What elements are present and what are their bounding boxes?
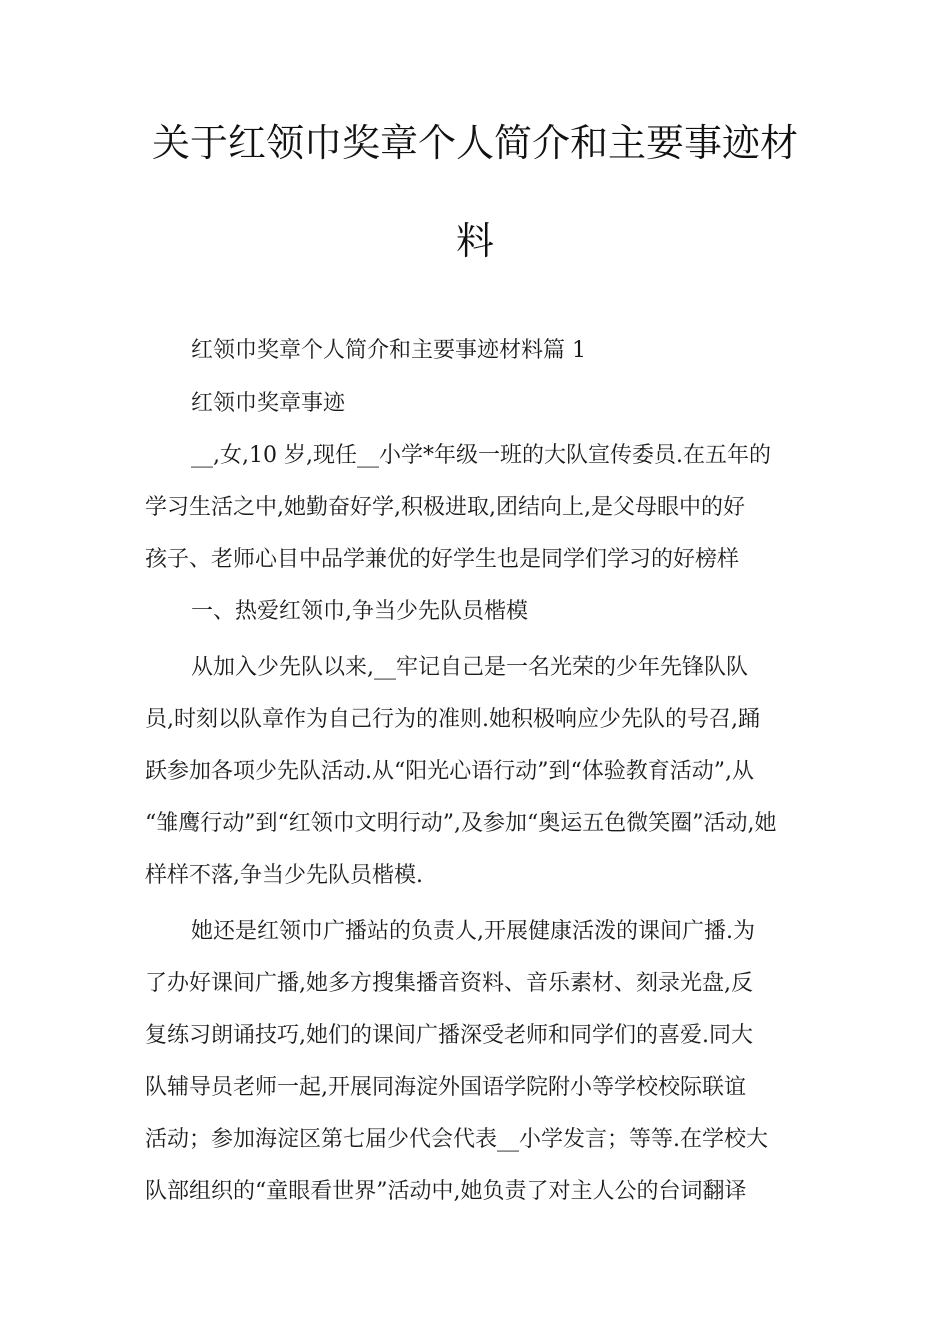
paragraph-line: 样样不落,争当少先队员楷模. bbox=[145, 863, 423, 888]
paragraph-line: 队辅导员老师一起,开展同海淀外国语学院附小等学校校际联谊 bbox=[145, 1075, 746, 1100]
sub-heading: 红领巾奖章事迹 bbox=[191, 391, 346, 416]
document-title-line-2: 料 bbox=[455, 219, 494, 263]
paragraph-line: 员,时刻以队章作为自己行为的准则.她积极响应少先队的号召,踊 bbox=[145, 707, 760, 732]
paragraph-line: 了办好课间广播,她多方搜集播音资料、音乐素材、刻录光盘,反 bbox=[145, 971, 753, 996]
paragraph-line: __,女,10 岁,现任__小学*年级一班的大队宣传委员.在五年的 bbox=[191, 443, 771, 468]
paragraph-line: 从加入少先队以来,__牢记自己是一名光荣的少年先锋队队 bbox=[191, 655, 748, 680]
section-heading: 一、热爱红领巾,争当少先队员楷模 bbox=[191, 599, 528, 624]
paragraph-line: 跃参加各项少先队活动.从“阳光心语行动”到“体验教育活动”,从 bbox=[145, 759, 754, 784]
section-heading: 红领巾奖章个人简介和主要事迹材料篇 1 bbox=[191, 338, 586, 363]
paragraph-line: 队部组织的“童眼看世界”活动中,她负责了对主人公的台词翻译 bbox=[145, 1179, 747, 1204]
paragraph-line: 孩子、老师心目中品学兼优的好学生也是同学们学习的好榜样 bbox=[145, 547, 740, 572]
paragraph-line: 活动；参加海淀区第七届少代会代表__小学发言；等等.在学校大 bbox=[145, 1127, 768, 1152]
paragraph-line: “雏鹰行动”到“红领巾文明行动”,及参加“奥运五色微笑圈”活动,她 bbox=[145, 811, 777, 836]
paragraph-line: 学习生活之中,她勤奋好学,积极进取,团结向上,是父母眼中的好 bbox=[145, 495, 745, 520]
paragraph-line: 复练习朗诵技巧,她们的课间广播深受老师和同学们的喜爱.同大 bbox=[145, 1023, 753, 1048]
paragraph-line: 她还是红领巾广播站的负责人,开展健康活泼的课间广播.为 bbox=[191, 919, 755, 944]
document-title-line-1: 关于红领巾奖章个人简介和主要事迹材 bbox=[151, 121, 798, 165]
